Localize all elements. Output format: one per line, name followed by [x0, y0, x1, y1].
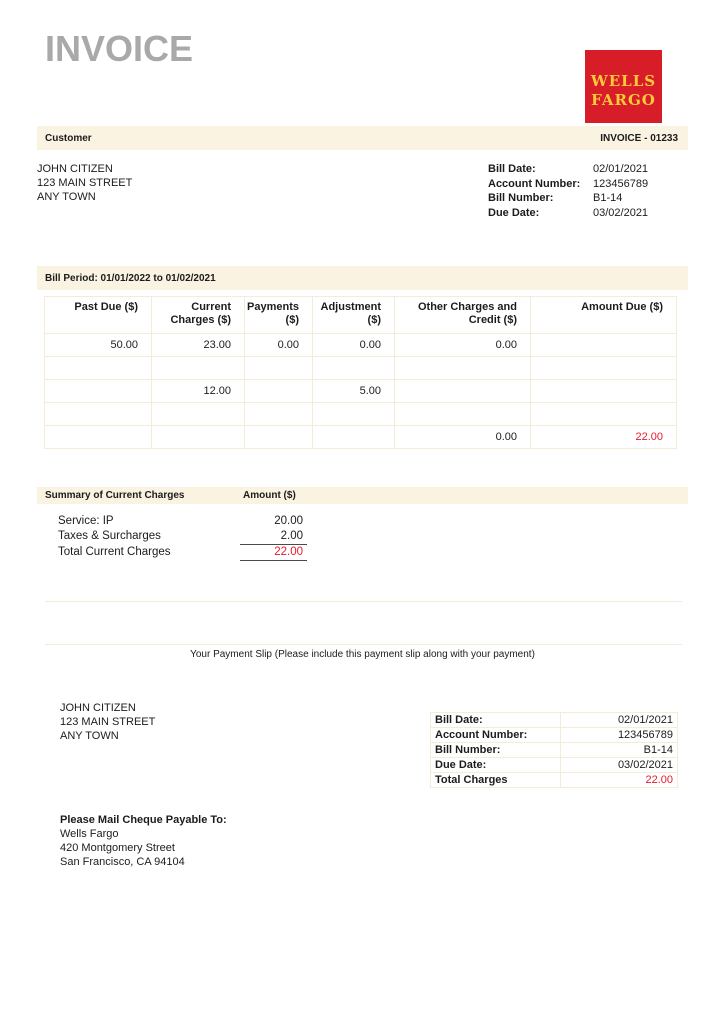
- detail-label: Bill Number:: [488, 192, 554, 204]
- detail-value: 03/02/2021: [593, 206, 649, 219]
- address-line: 123 MAIN STREET: [37, 177, 133, 189]
- slip-detail-value: 02/01/2021: [561, 713, 678, 728]
- slip-detail-row: [431, 773, 678, 788]
- mail-cheque-block: [60, 813, 688, 869]
- summary-label: Total Current Charges: [58, 546, 171, 558]
- summary-amount: 20.00: [274, 515, 303, 527]
- charges-table-row: [45, 357, 677, 380]
- summary-label: Service: IP: [58, 515, 114, 527]
- charges-table-cell: [152, 403, 245, 426]
- charges-table-cell: 0.00: [245, 334, 313, 357]
- charges-column-header: Current Charges ($): [152, 297, 245, 334]
- charges-table-cell: 5.00: [313, 380, 395, 403]
- page-title: INVOICE: [45, 28, 194, 69]
- charges-table-cell: [531, 334, 677, 357]
- mail-address-line: San Francisco, CA 94104: [60, 856, 185, 868]
- payment-slip-heading: Your Payment Slip (Please include this payment slip along with your payment): [190, 649, 535, 660]
- charges-table-cell: [152, 357, 245, 380]
- customer-bar-label: Customer: [45, 132, 92, 144]
- summary-row: [37, 514, 307, 529]
- charges-table-cell: 23.00: [152, 334, 245, 357]
- invoice-document: [37, 28, 688, 869]
- charges-table-cell: 0.00: [395, 334, 531, 357]
- bill-period-label: Bill Period: 01/01/2022 to 01/02/2021: [45, 272, 216, 284]
- summary-amount-header: Amount ($): [243, 490, 296, 501]
- address-line: JOHN CITIZEN: [60, 702, 136, 714]
- charges-table-cell: 50.00: [45, 334, 152, 357]
- charges-table-row: [45, 380, 677, 403]
- detail-row: [488, 162, 688, 177]
- detail-label: Account Number:: [488, 177, 581, 190]
- slip-details-table: [430, 712, 678, 788]
- charges-column-header: Amount Due ($): [531, 297, 677, 334]
- slip-detail-value: 22.00: [561, 773, 678, 788]
- charges-table-cell: 22.00: [531, 426, 677, 449]
- summary-row: [37, 529, 307, 545]
- mail-cheque-address: [60, 827, 688, 869]
- top-info-section: [37, 162, 688, 220]
- charges-table-cell: [45, 380, 152, 403]
- customer-address: [37, 162, 132, 220]
- charges-column-header: Past Due ($): [45, 297, 152, 334]
- invoice-number: INVOICE - 01233: [600, 132, 678, 144]
- charges-table-cell: [313, 426, 395, 449]
- mail-address-line: 420 Montgomery Street: [60, 842, 175, 854]
- charges-table-cell: [245, 357, 313, 380]
- summary-row: [37, 545, 307, 561]
- address-line: 123 MAIN STREET: [60, 716, 156, 728]
- summary-amount: 22.00: [240, 545, 307, 561]
- charges-table-cell: [45, 426, 152, 449]
- charges-table-header-row: [45, 297, 677, 334]
- charges-table-cell: [45, 403, 152, 426]
- charges-table-cell: [531, 403, 677, 426]
- charges-table-row: [45, 334, 677, 357]
- address-line: ANY TOWN: [37, 191, 96, 203]
- charges-table-cell: [245, 403, 313, 426]
- summary-label: Taxes & Surcharges: [58, 530, 161, 542]
- charges-table-cell: [313, 357, 395, 380]
- detail-row: [488, 191, 688, 206]
- separator-line: [45, 644, 682, 645]
- address-line: JOHN CITIZEN: [37, 163, 113, 175]
- charges-table-cell: [152, 426, 245, 449]
- address-line: ANY TOWN: [60, 730, 119, 742]
- logo-word-fargo: FARGO: [591, 90, 656, 109]
- slip-detail-row: [431, 758, 678, 773]
- slip-detail-row: [431, 713, 678, 728]
- charges-table-cell: 0.00: [395, 426, 531, 449]
- charges-table-cell: [395, 403, 531, 426]
- charges-column-header: Other Charges and Credit ($): [395, 297, 531, 334]
- slip-detail-label: Due Date:: [431, 758, 561, 773]
- detail-row: [488, 177, 688, 192]
- slip-detail-value: 123456789: [561, 728, 678, 743]
- charges-table: [44, 296, 677, 449]
- charges-table-cell: [45, 357, 152, 380]
- mail-address-line: Wells Fargo: [60, 828, 119, 840]
- charges-table-row: [45, 403, 677, 426]
- detail-value: 123456789: [593, 177, 649, 190]
- charges-table-cell: [245, 380, 313, 403]
- charges-table-cell: [531, 380, 677, 403]
- slip-detail-label: Account Number:: [431, 728, 561, 743]
- detail-value: B1-14: [593, 192, 623, 204]
- slip-detail-label: Bill Date:: [431, 713, 561, 728]
- customer-bar: [37, 126, 688, 150]
- bill-details: [488, 162, 688, 220]
- detail-value: 02/01/2021: [593, 163, 649, 175]
- charges-table-cell: [395, 380, 531, 403]
- charges-column-header: Payments ($): [245, 297, 313, 334]
- wells-fargo-logo: [585, 50, 662, 123]
- payment-slip-section: [37, 701, 688, 791]
- slip-detail-value: B1-14: [561, 743, 678, 758]
- charges-column-header: Adjustment ($): [313, 297, 395, 334]
- charges-table-row: [45, 426, 677, 449]
- charges-table-cell: 0.00: [313, 334, 395, 357]
- slip-detail-value: 03/02/2021: [561, 758, 678, 773]
- charges-table-cell: 12.00: [152, 380, 245, 403]
- slip-detail-label: Bill Number:: [431, 743, 561, 758]
- summary-of-charges: [37, 514, 307, 561]
- detail-row: [488, 206, 688, 221]
- charges-table-cell: [313, 403, 395, 426]
- charges-table-cell: [531, 357, 677, 380]
- slip-detail-row: [431, 728, 678, 743]
- slip-detail-label: Total Charges: [431, 773, 561, 788]
- charges-table-cell: [395, 357, 531, 380]
- detail-label: Bill Date:: [488, 163, 536, 175]
- separator-line: [45, 601, 682, 602]
- summary-bar-title: Summary of Current Charges: [45, 490, 185, 501]
- mail-cheque-heading: Please Mail Cheque Payable To:: [60, 814, 227, 826]
- charges-table-cell: [245, 426, 313, 449]
- bill-period-bar: [37, 266, 688, 290]
- summary-bar: [37, 487, 688, 504]
- logo-word-wells: WELLS: [590, 71, 657, 90]
- summary-amount: 2.00: [240, 529, 307, 545]
- slip-customer-address: [60, 701, 155, 791]
- detail-label: Due Date:: [488, 206, 540, 219]
- slip-detail-row: [431, 743, 678, 758]
